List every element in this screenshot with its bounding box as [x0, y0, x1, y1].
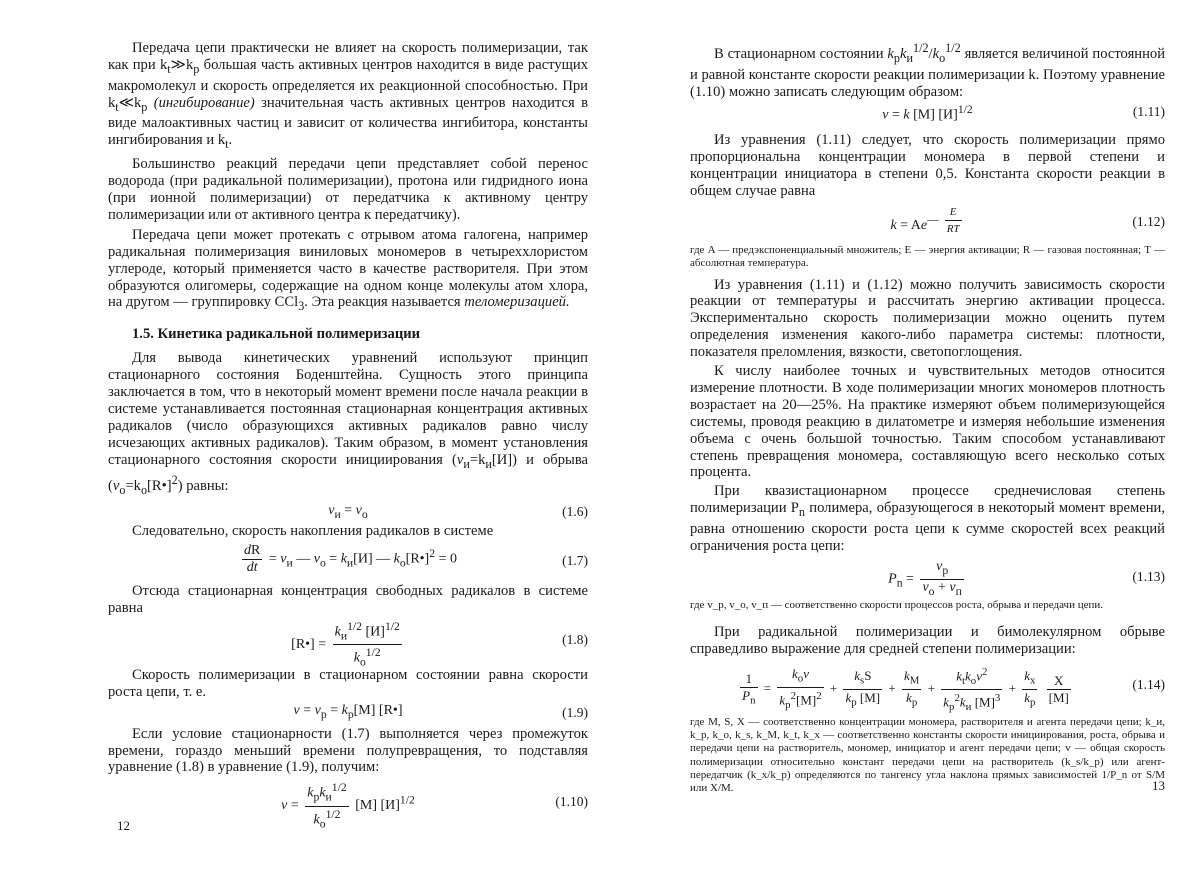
paragraph-density-method: К числу наиболее точных и чувствительных методов относится измерение плотности. В ходе полимеризации многих мономеров плотность возрастает на 20—25%. На практике измеряют объем полимеризующейся системы, проводя реакцию в дилатометре и измеряя небольшие изменения объема с очень большой точностью. Таким способом устанавливают степень превращения мономера, составляющую всего несколько сотых процента. — [690, 363, 1165, 481]
paragraph-degree-of-polymerization: При квазистационарном процессе среднечисловая степень полимеризации $P_n$ полимера, образующегося в некоторый момент времени, равна отношению скорости роста цепи к сумме скоростей всех реакций ограничения роста цепи: — [690, 483, 1166, 555]
equation-1-10: v = $\frac{k_pk_и^{1/2}}{k_o^{1/2}}$ [M] $[И]^{1/2}$ (1.10) — [281, 781, 588, 831]
section-heading: 1.5. Кинетика радикальной полимеризации — [132, 326, 421, 343]
paragraph-chain-transfer-effect: Передача цепи практически не влияет на скорость полимеризации, так как при $k_t≫k_p$ большая часть активных центров находится в виде растущих макромолекул и скорость определяется их реакционной способностью. При $k_t≪k_p$ (ингибирование) значительная часть активных центров находится в виде малоактивных частиц и зависит от количества ингибитора, константы ингибирования и $k_t$. — [108, 40, 588, 152]
paragraph-chain-transfer-types: Большинство реакций передачи цепи представляет собой перенос водорода (при радикальной полимеризации), протона или гидридного иона (при ионной полимеризации) от передатчика к активному центру полимеризации или от активного центра к передатчику). — [108, 156, 588, 223]
equation-1-11: v = k [M] $[И]^{1/2}$ (1.11) — [882, 103, 1165, 124]
page-number-left: 12 — [117, 818, 130, 833]
paragraph-radical-accumulation: Следовательно, скорость накопления радикалов в системе — [132, 523, 494, 540]
paragraph-stationary-concentration: Отсюда стационарная концентрация свободных радикалов в системе равна — [108, 583, 588, 616]
equation-1-13: $P_n$ = $\frac{v_p}{v_o + v_п}$ (1.13) — [888, 558, 1165, 598]
equation-1-12: $k = Ae^{— \frac{E}{RT}}$ (1.12) — [890, 206, 1165, 236]
right-page — [690, 40, 1165, 795]
paragraph-temperature-dependence: Из уравнения (1.11) и (1.12) можно получить зависимость скорости реакции от температуры и рассчитать энергию активации процесса. Экспериментально скорость полимеризации можно оценить путем определения изменения какого-либо параметра системы: плотности, показателя преломления, вязкости, светопоглощения. — [690, 276, 1165, 361]
paragraph-substitution: Если условие стационарности (1.7) выполняется через промежуток времени, гораздо меньший времени полупревращения, то подставляя уравнение (1.8) в уравнение (1.9), получим: — [108, 725, 588, 776]
page-number-right: 13 — [1152, 778, 1165, 793]
note-arrhenius: где A — предэкспоненциальный множитель; E — энергия активации; R — газовая постоянная; T — абсолютная температура. — [690, 244, 1165, 270]
paragraph-halogen-transfer: Передача цепи может протекать с отрывом атома галогена, например радикальная полимеризация виниловых мономеров в четыреххлористом углероде, который применяется часто в качестве растворителя. При этом образуются олигомеры, содержащие на одном конце молекулы атом хлора, на другом — группировку CCl$_3$. Эта реакция называется теломеризацией. — [108, 226, 588, 314]
paragraph-rate-proportionality: Из уравнения (1.11) следует, что скорость полимеризации прямо пропорциональна концентрации мономера в первой степени и концентрации инициатора в степени 0,5. Константа скорости реакции в общем случае равна — [690, 132, 1165, 200]
note-rates: где v_p, v_o, v_п — соответственно скорости процессов роста, обрыва и передачи цепи. — [690, 598, 1103, 611]
note-constants: где M, S, X — соответственно концентрации мономера, растворителя и агента передачи цепи; k_и, k_p, k_o, k_s, k_M, k_t, k_x — соответственно константы скорости инициирования, роста, обрыва и передачи цепи на растворитель, мономер, инициатор и агент передачи цепи; v — общая скорость полимеризации относительно констант передачи цепи на растворитель (k_s/k_p) или агент-передатчик (k_x/k_p) определяются по тангенсу угла наклона прямых зависимостей 1/P_n от S/M или X/M. — [690, 715, 1165, 794]
paragraph-bimolecular-termination: При радикальной полимеризации и бимолекулярном обрыве справедливо выражение для средней степени полимеризации: — [690, 624, 1165, 658]
paragraph-polymerization-rate: Скорость полимеризации в стационарном состоянии равна скорости роста цепи, т. е. — [108, 666, 588, 700]
equation-1-6: $v_и = v_o$ (1.6) — [328, 503, 588, 521]
equation-1-7: $\frac{dR}{dt}$ = $v_и$ — $v_o = k_и[И]$ — $k_o[R•]^2 = 0$ (1.7) — [244, 543, 588, 576]
equation-1-9: $v = v_p = k_p[M]$ [R•] (1.9) — [293, 702, 588, 721]
paragraph-bodenstein-principle: Для вывода кинетических уравнений используют принцип стационарного состояния Боденштейна. Сущность этого принципа заключается в том, что в некоторый момент времени после начала реакции в системе устанавливается постоянная стационарная концентрация активных радикалов (число образующихся активных радикалов равно числу исчезающих активных радикалов). Таким образом, в момент установления стационарного состояния скорости инициирования $(v_и=k_и[И])$ и обрыва $(v_o=k_o[R•]^2)$ равны: — [108, 350, 589, 498]
equation-1-14: $\frac{1}{P_n}$ = $\frac{k_ov}{k_p^2[M]^2}$ + $\frac{k_sS}{k_p [M]}$ + $\frac{k_M}{k_p}$ + $\frac{k_tk_ov^2}{k_p^2k_и [M]^3}$ + $\frac{k_x}{k_p}$ $\frac{X}{[M]}$ (1.14) — [742, 665, 1165, 713]
equation-1-8: [R•] = $\frac{k_и^{1/2} [И]^{1/2}}{k_o^{1/2}}$ (1.8) — [291, 619, 588, 669]
left-page — [108, 40, 589, 831]
paragraph-stationary-constant: В стационарном состоянии $k_pk_и^{1/2}/k_o^{1/2}$ является величиной постоянной и равной константе скорости реакции полимеризации k. Поэтому уравнение (1.10) можно записать следующим образом: — [690, 41, 1166, 100]
